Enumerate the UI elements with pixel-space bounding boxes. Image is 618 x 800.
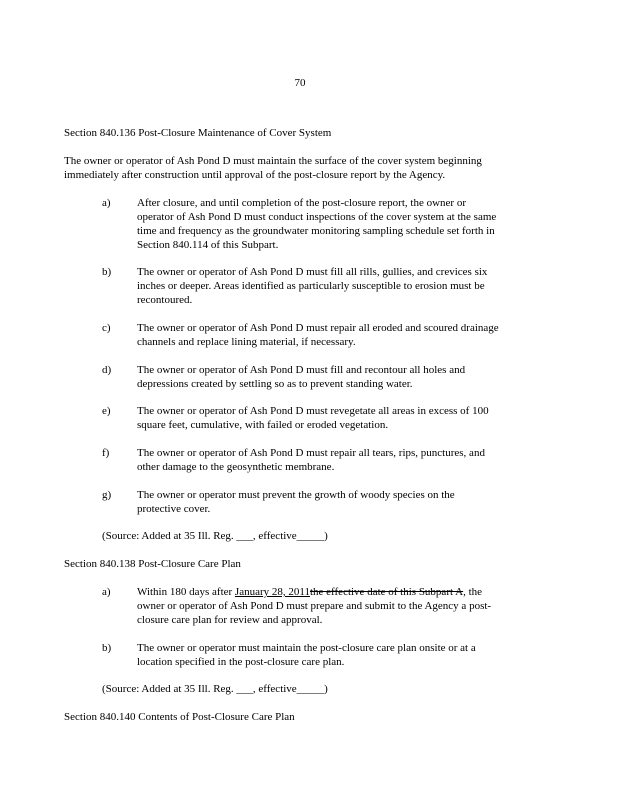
list-item-text: [137, 404, 543, 432]
text-line: protective cover.: [137, 503, 211, 515]
text-line: square feet, cumulative, with failed or eroded vegetation.: [137, 419, 389, 431]
source-note: (Source: Added at 35 Ill. Reg. ___, effective_____): [102, 530, 328, 542]
list-item-label: b): [102, 642, 112, 654]
list-item-text: [137, 363, 543, 391]
text-line: The owner or operator must maintain the post-closure care plan onsite or at a: [137, 642, 476, 654]
text-line: location specified in the post-closure care plan.: [137, 656, 345, 668]
text-line: The owner or operator of Ash Pond D must repair all eroded and scoured drainage: [137, 322, 499, 334]
list-item-text: [137, 488, 543, 516]
text-line: The owner or operator of Ash Pond D must repair all tears, rips, punctures, and: [137, 447, 485, 459]
text-run: Within 180 days after: [137, 586, 235, 598]
text-line: recontoured.: [137, 294, 193, 306]
deleted-text: the effective date of this Subpart A: [309, 586, 464, 598]
list-item-text: [137, 641, 543, 669]
text-line: The owner or operator must prevent the growth of woody species on the: [137, 489, 455, 501]
text-line: inches or deeper. Areas identified as particularly susceptible to erosion must be: [137, 280, 485, 292]
section-840-136-intro: [64, 154, 544, 182]
text-line: Section 840.114 of this Subpart.: [137, 239, 279, 251]
list-item-text: [137, 321, 543, 349]
source-note: (Source: Added at 35 Ill. Reg. ___, effective_____): [102, 683, 328, 695]
intro-line: The owner or operator of Ash Pond D must maintain the surface of the cover system beginning: [64, 155, 482, 167]
list-item-label: g): [102, 489, 112, 501]
text-line: operator of Ash Pond D must conduct inspections of the cover system at the same: [137, 211, 497, 223]
list-item-label: a): [102, 586, 111, 598]
list-item-label: f): [102, 447, 110, 459]
intro-line: immediately after construction until approval of the post-closure report by the Agency.: [64, 169, 446, 181]
section-840-136-heading: Section 840.136 Post-Closure Maintenance of Cover System: [64, 127, 332, 139]
text-line: time and frequency as the groundwater monitoring sampling schedule set forth in: [137, 225, 495, 237]
section-840-140-heading: Section 840.140 Contents of Post-Closure Care Plan: [64, 711, 295, 723]
text-line: The owner or operator of Ash Pond D must fill all rills, gullies, and crevices six: [137, 266, 488, 278]
text-line: The owner or operator of Ash Pond D must revegetate all areas in excess of 100: [137, 405, 489, 417]
text-line: closure care plan for review and approval.: [137, 614, 323, 626]
text-run: , the: [463, 586, 483, 598]
text-line: The owner or operator of Ash Pond D must fill and recontour all holes and: [137, 364, 466, 376]
list-item-text: [137, 446, 543, 474]
list-item-text: [137, 196, 543, 252]
text-line: channels and replace lining material, if necessary.: [137, 336, 356, 348]
list-item-label: e): [102, 405, 111, 417]
text-line: [137, 585, 543, 599]
text-line: depressions created by settling so as to prevent standing water.: [137, 378, 413, 390]
text-line: owner or operator of Ash Pond D must prepare and submit to the Agency a post-: [137, 600, 492, 612]
section-840-138-heading: Section 840.138 Post-Closure Care Plan: [64, 558, 241, 570]
list-item-label: a): [102, 197, 111, 209]
list-item-text: [137, 265, 543, 307]
list-item-label: d): [102, 364, 112, 376]
page-number: 70: [294, 77, 306, 89]
list-item-label: c): [102, 322, 111, 334]
list-item-text: [137, 585, 543, 627]
inserted-text: January 28, 2011: [234, 586, 310, 598]
text-line: other damage to the geosynthetic membrane.: [137, 461, 335, 473]
list-item-label: b): [102, 266, 112, 278]
text-line: After closure, and until completion of the post-closure report, the owner or: [137, 197, 466, 209]
